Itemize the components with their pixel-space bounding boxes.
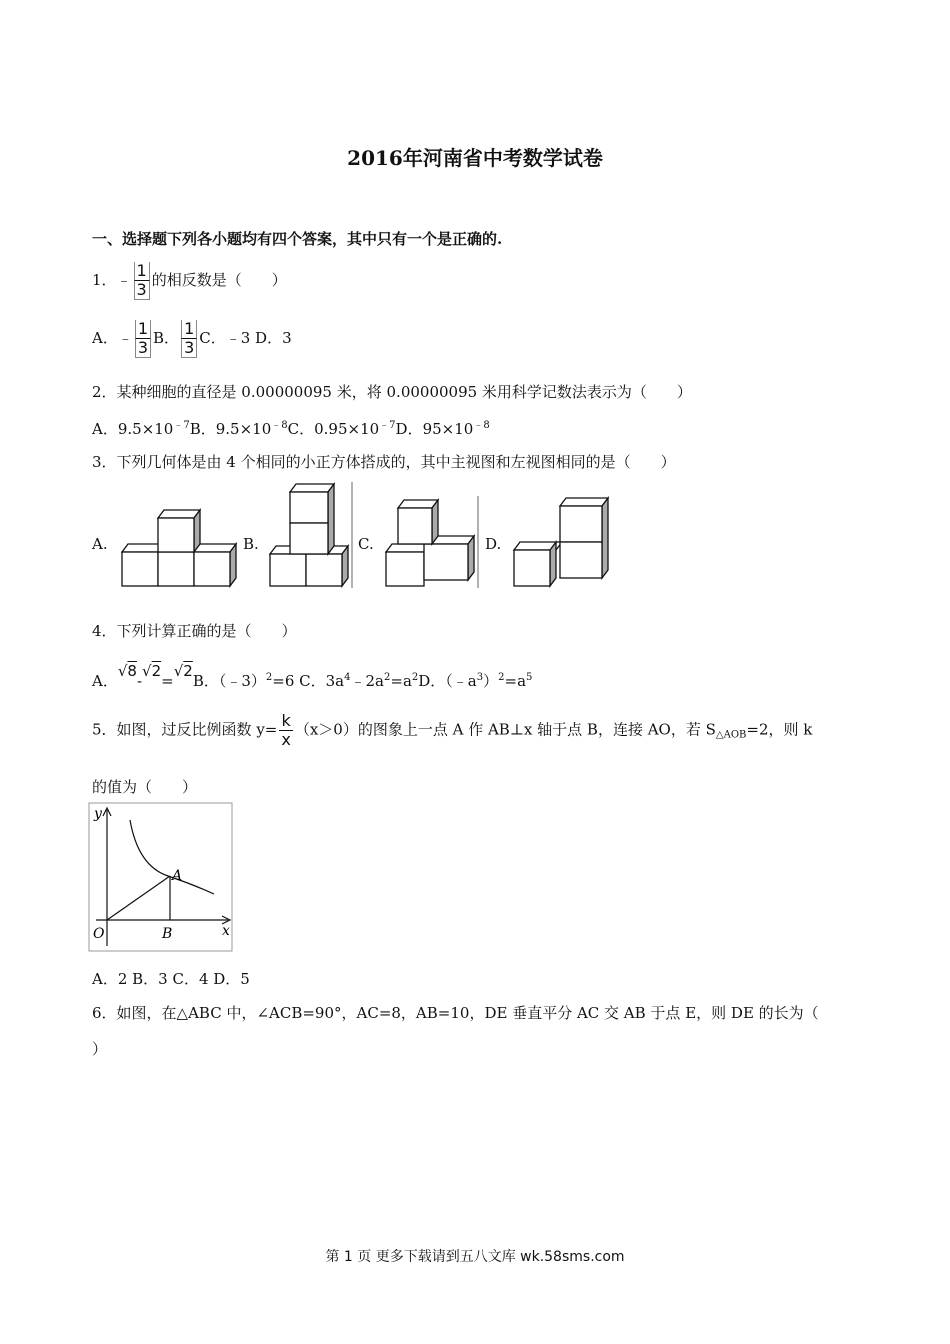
q1-opt-a-prefix: A．﹣	[92, 329, 133, 347]
q4-opt-b-tail: =6 C．3a	[272, 672, 345, 690]
q5-label-a: A	[172, 868, 183, 884]
q2-opt-b: B．9.5×10	[189, 420, 272, 438]
q1-frac-num: 1	[134, 262, 150, 281]
q3-label-b: B.	[243, 535, 259, 553]
q3-label-a: A.	[92, 535, 108, 553]
question-4-options	[92, 662, 532, 691]
page-title: 2016年河南省中考数学试卷	[347, 146, 603, 170]
q4-d-tail: =a	[504, 672, 527, 690]
q3-figure-a	[118, 500, 240, 590]
q1-opt-b-num: 1	[181, 320, 197, 339]
q5-label-y: y	[94, 806, 102, 822]
q1-fraction	[134, 262, 150, 300]
q1-frac-den: 3	[134, 281, 150, 300]
q4-d-exp1: 3	[476, 672, 484, 683]
question-2-options	[92, 416, 490, 439]
question-5-options: A．2 B．3 C．4 D．5	[92, 970, 250, 988]
q4-opt-b-exp: 2	[265, 672, 273, 683]
question-4: 4．下列计算正确的是（ ）	[92, 622, 297, 640]
q4-opt-d: D．（﹣a	[418, 672, 477, 690]
q4-rad1-value: 8	[127, 662, 137, 680]
q4-d-mid: ）	[483, 672, 499, 690]
q3-figure-c	[382, 494, 482, 590]
q5-tail: =2，则 k	[746, 720, 813, 739]
q2-opt-d: D．95×10	[395, 420, 474, 438]
question-5	[92, 712, 812, 749]
q4-c-eq: =a	[390, 672, 412, 690]
q4-c-exp3: 2	[411, 672, 419, 683]
question-3: 3．下列几何体是由 4 个相同的小正方体搭成的，其中主视图和左视图相同的是（ ）	[92, 453, 676, 471]
question-1	[92, 262, 287, 300]
q3-figure-b	[266, 480, 358, 590]
q5-fraction	[279, 712, 292, 749]
q3-label-c: C.	[358, 535, 374, 553]
q3-label-d: D.	[485, 535, 502, 553]
q2-opt-a: A．9.5×10	[92, 420, 174, 438]
q4-d-exp3: 5	[526, 672, 533, 683]
q5-label-o: O	[93, 926, 105, 942]
q4-opt-b: B．（﹣3）	[192, 672, 266, 690]
q1-opt-rest: C．﹣3 D．3	[199, 329, 292, 347]
question-6-line2: ）	[92, 1040, 108, 1058]
q4-d-exp2: 2	[498, 672, 505, 683]
q4-c-exp1: 4	[344, 672, 351, 683]
q1-opt-b-den: 3	[181, 339, 197, 358]
q4-radical-3: √2	[173, 662, 193, 680]
q4-minus: -	[136, 672, 143, 690]
q5-graph	[88, 802, 234, 954]
q1-opt-a-den: 3	[135, 339, 151, 358]
q2-opt-a-exp: ﹣7	[173, 420, 190, 431]
q1-opt-a-num: 1	[135, 320, 151, 339]
q1-opt-a-fraction	[135, 320, 151, 358]
q5-mid: （x＞0）的图象上一点 A 作 AB⊥x 轴于点 B，连接 AO，若 S	[294, 720, 716, 739]
q1-suffix: 的相反数是（ ）	[151, 271, 287, 289]
q5-frac-num: k	[279, 712, 292, 731]
q4-radical-2: √2	[142, 662, 162, 680]
q2-opt-d-exp: ﹣8	[473, 420, 490, 431]
q4-rad3-value: 2	[183, 662, 193, 680]
page-footer: 第 1 页 更多下载请到五八文库 wk.58sms.com	[325, 1249, 625, 1265]
q5-area-sub: △AOB	[715, 729, 747, 741]
q5-label-x: x	[222, 923, 230, 939]
section-heading: 一、选择题下列各小题均有四个答案，其中只有一个是正确的.	[92, 230, 503, 248]
q5-frac-den: x	[281, 730, 291, 749]
question-6: 6．如图，在△ABC 中，∠ACB=90°，AC=8，AB=10，DE 垂直平分 AC 交 AB 于点 E，则 DE 的长为（	[92, 1004, 819, 1022]
question-2: 2．某种细胞的直径是 0.00000095 米，将 0.00000095 米用科学记数法表示为（ ）	[92, 383, 692, 401]
q2-opt-b-exp: ﹣8	[271, 420, 288, 431]
q5-label-b: B	[162, 926, 173, 942]
q4-opt-a-label: A．	[92, 672, 118, 690]
q5-prefix: 5．如图，过反比例函数 y=	[92, 720, 278, 739]
q1-prefix: 1．﹣	[92, 271, 132, 289]
q1-opt-b-fraction	[181, 320, 197, 358]
q4-c-exp2: 2	[384, 672, 391, 683]
question-5-line2: 的值为（ ）	[92, 778, 198, 796]
question-1-options	[92, 320, 292, 358]
q4-rad2-value: 2	[151, 662, 162, 680]
q4-c-mid: ﹣2a	[350, 672, 384, 690]
q4-radical-1: √8	[117, 662, 137, 680]
q2-opt-c-exp: ﹣7	[379, 420, 396, 431]
q2-opt-c: C．0.95×10	[287, 420, 380, 438]
q3-figure-d	[510, 494, 612, 590]
q4-equals: =	[161, 672, 174, 690]
q1-opt-b-prefix: B．	[153, 329, 180, 347]
